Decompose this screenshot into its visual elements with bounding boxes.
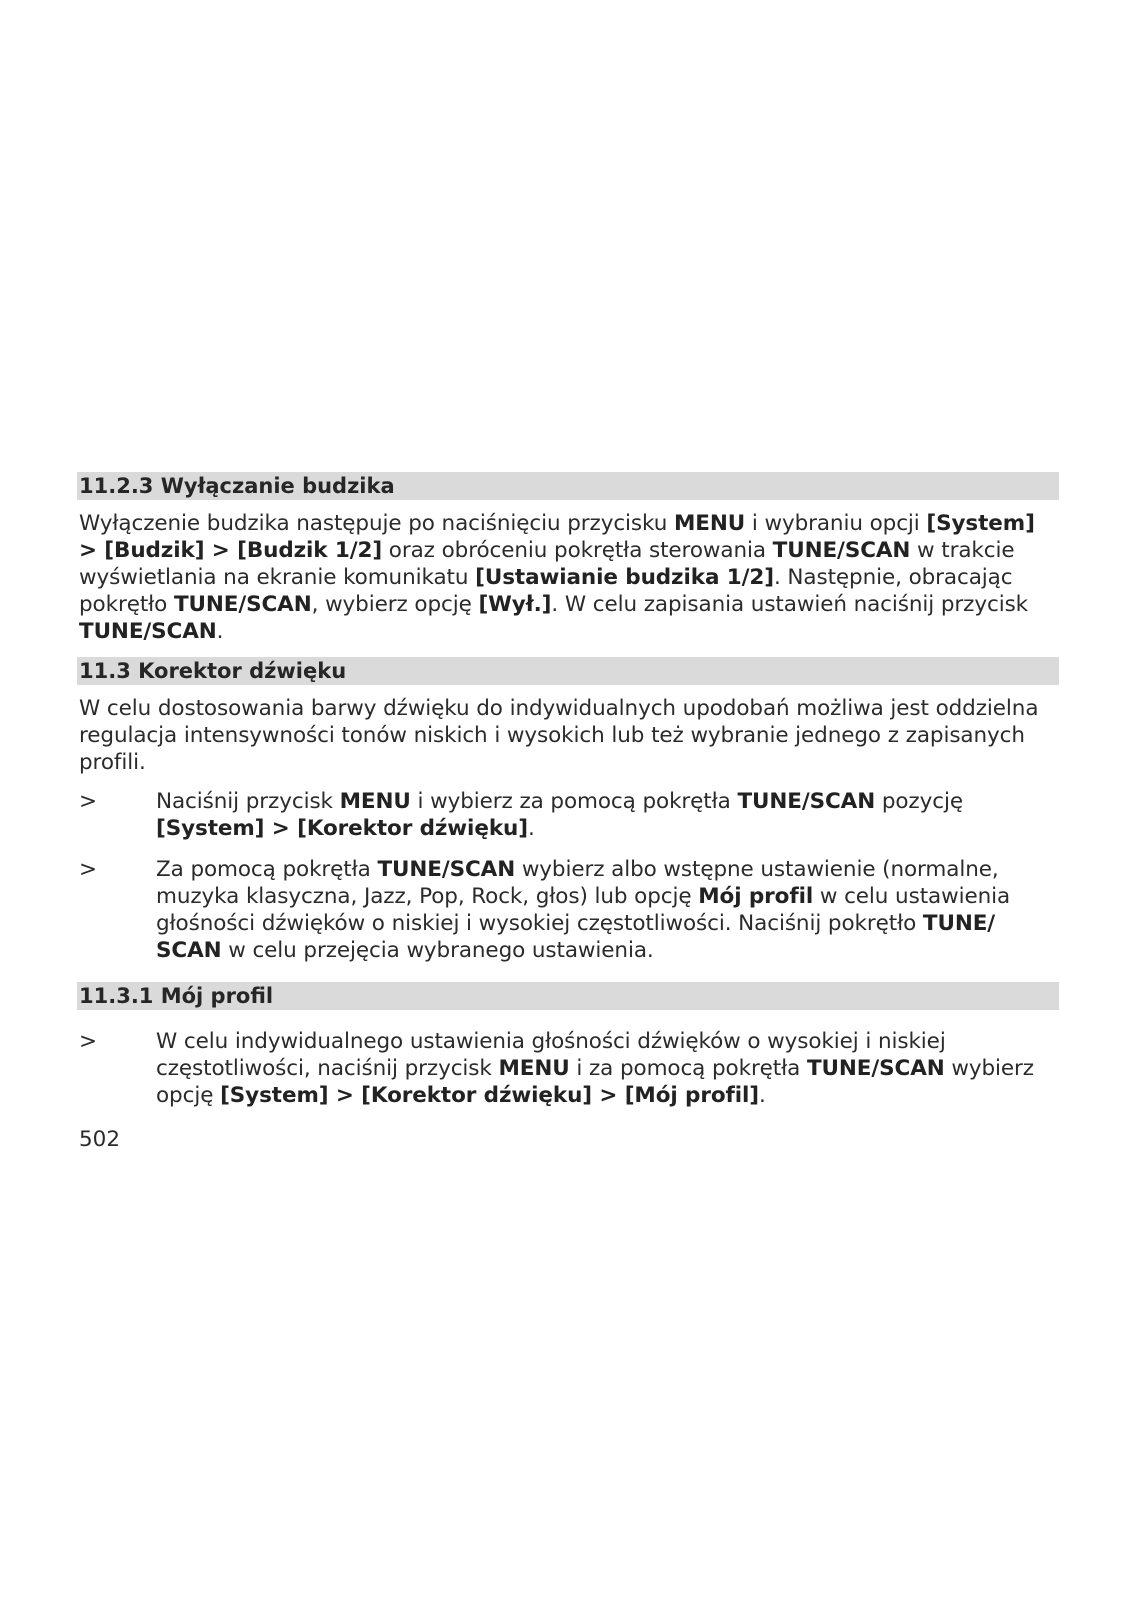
bullet-marker: >: [79, 857, 97, 882]
list-item: [77, 856, 1059, 964]
section-heading-11-2-3: 11.2.3 Wyłączanie budzika: [77, 472, 1059, 500]
section-intro-11-3: W celu dostosowania barwy dźwięku do indywidualnych upodobań możliwa jest oddzielna regulacja intensywności tonów niskich i wysokich lub też wybranie jednego z zapisanych profili.: [79, 696, 1039, 775]
page-content: [77, 472, 1059, 1152]
section-heading-11-3: 11.3 Korektor dźwięku: [77, 657, 1059, 685]
bullet-text: Za pomocą pokrętła TUNE/SCAN wybierz albo wstępne ustawienie (normalne, muzyka klasyczna, Jazz, Pop, Rock, głos) lub opcję Mój profil w celu ustawienia głośności dźwięków o niskiej i wysokiej częstotliwości. Naciśnij pokrętło TUNE/ SCAN w celu przejęcia wybranego ustawienia.: [156, 857, 1011, 963]
list-item: [77, 1028, 1059, 1109]
bullet-text: Naciśnij przycisk MENU i wybierz za pomocą pokrętła TUNE/SCAN pozycję [System] > [Korektor dźwięku].: [156, 789, 963, 841]
page-number: 502: [79, 1127, 121, 1152]
bullet-marker: >: [79, 1029, 97, 1054]
bullet-text: W celu indywidualnego ustawienia głośności dźwięków o wysokiej i niskiej częstotliwości, naciśnij przycisk MENU i za pomocą pokrętła TUNE/SCAN wybierz opcję [System] > [Korektor dźwięku] > [Mój profil].: [156, 1029, 1034, 1108]
list-item: [77, 788, 1059, 842]
bullet-marker: >: [79, 789, 97, 814]
section-heading-11-3-1: 11.3.1 Mój profil: [77, 982, 1059, 1010]
section-paragraph-11-2-3: Wyłączenie budzika następuje po naciśnięciu przycisku MENU i wybraniu opcji [System] > [Budzik] > [Budzik 1/2] oraz obróceniu pokrętła sterowania TUNE/SCAN w trakcie wyświetlania na ekranie komunikatu [Ustawianie budzika 1/2]. Następnie, obracając pokrętło TUNE/SCAN, wybierz opcję [Wył.]. W celu zapisania ustawień naciśnij przycisk TUNE/SCAN.: [79, 511, 1035, 644]
